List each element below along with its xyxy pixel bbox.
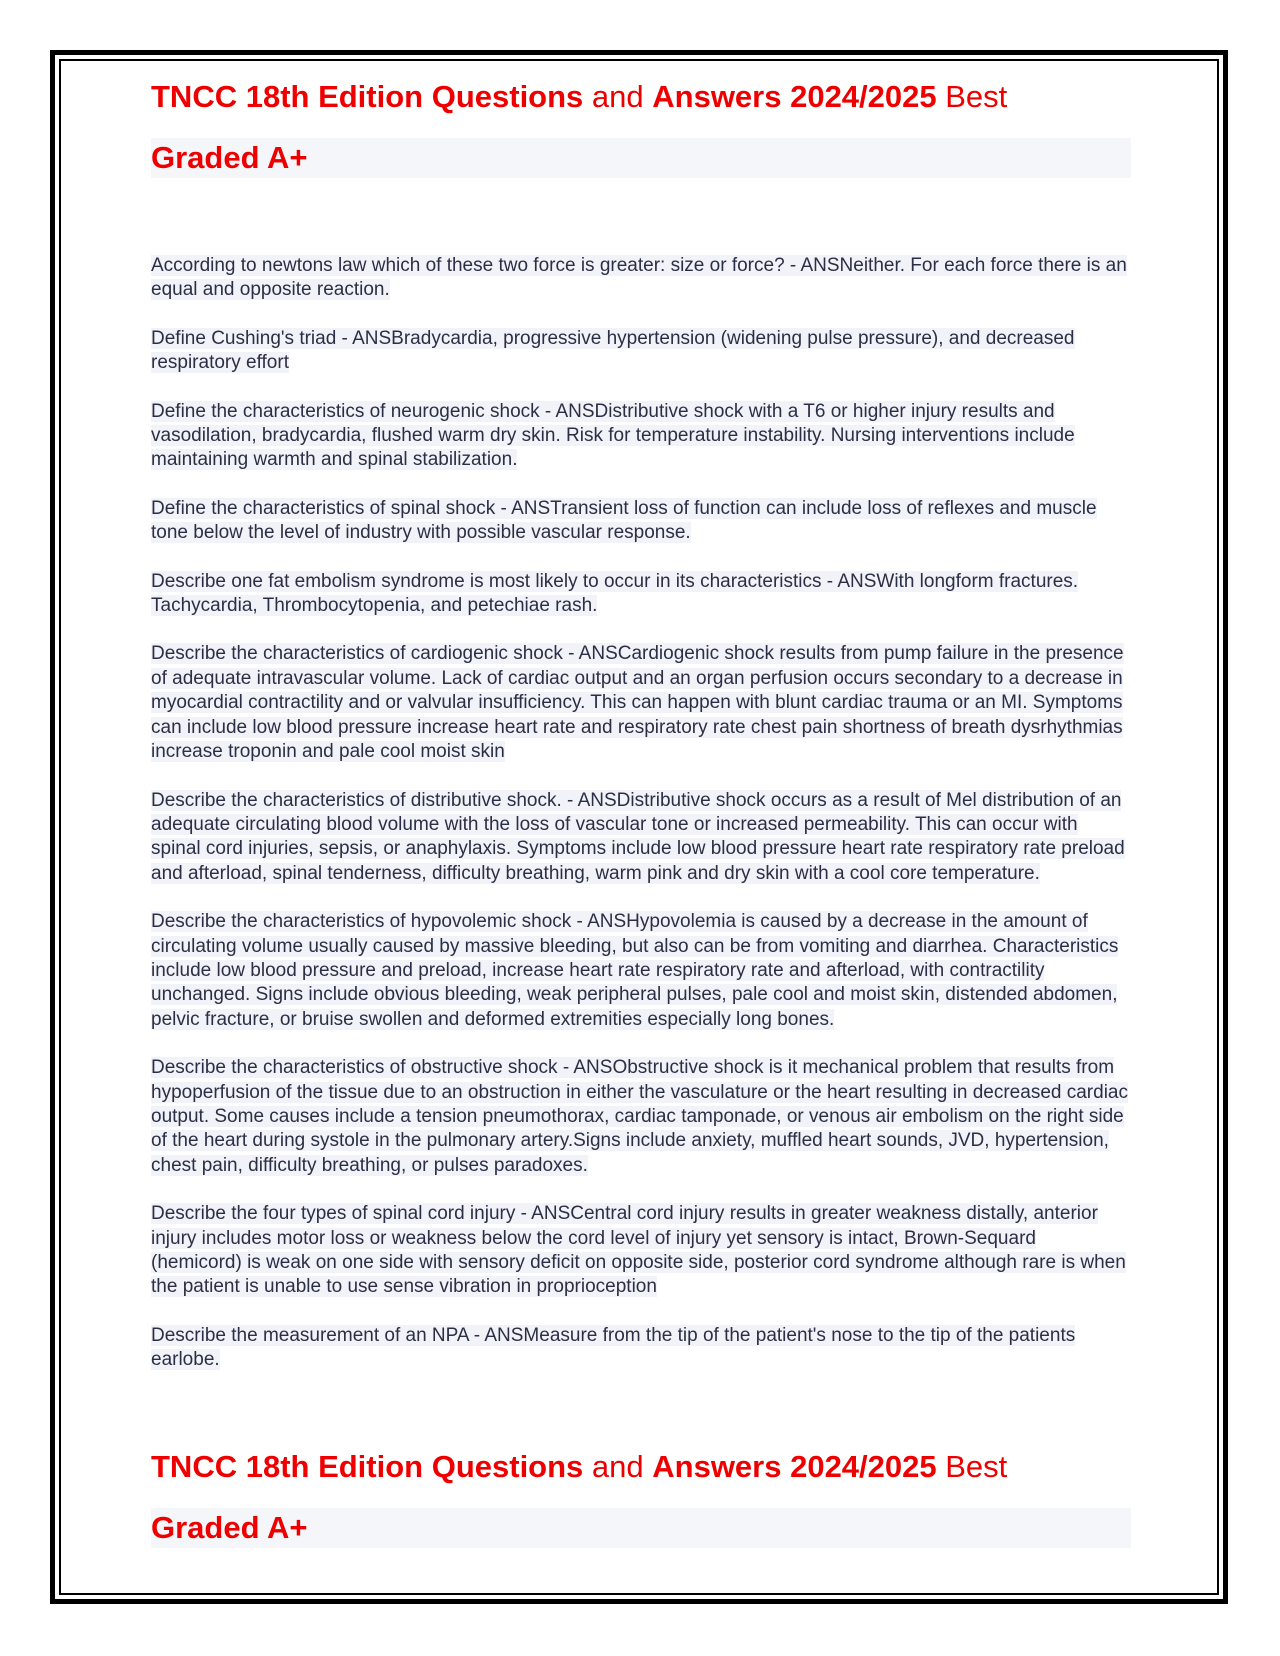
qa-text: Describe the characteristics of distributive shock. - ANSDistributive shock occurs as a result of Mel distribution of an adequate circulating blood volume with the loss of vascular tone or increased permeability. This can occur with spinal cord injuries, sepsis, or anaphylaxis. Symptoms include low blood pressure heart rate respiratory rate preload and afterload, spinal tenderness, difficulty breathing, warm pink and dry skin with a cool core temperature. bbox=[151, 789, 1125, 884]
qa-item bbox=[151, 254, 1131, 303]
title-line-2 bbox=[151, 138, 1131, 178]
qa-text: Describe the characteristics of cardiogenic shock - ANSCardiogenic shock results from pump failure in the presence of adequate intravascular volume. Lack of cardiac output and an organ perfusion occurs secondary to a decrease in myocardial contractility and or valvular insufficiency. This can happen with blunt cardiac trauma or an MI. Symptoms can include low blood pressure increase heart rate and respiratory rate chest pain shortness of breath dysrhythmias increase troponin and pale cool moist skin bbox=[151, 643, 1124, 763]
qa-text: Describe the measurement of an NPA - ANSMeasure from the tip of the patient's nose to the tip of the patients earlobe. bbox=[151, 1324, 1076, 1371]
qa-item bbox=[151, 910, 1131, 1032]
footer-title-block bbox=[151, 1444, 1131, 1548]
qa-item bbox=[151, 327, 1131, 376]
footer-plain-part-1: and bbox=[583, 1449, 653, 1484]
footer-bold-part-2: Answers 2024/2025 bbox=[652, 1449, 937, 1484]
qa-text: Describe the four types of spinal cord injury - ANSCentral cord injury results in greater weakness distally, anterior injury includes motor loss or weakness below the cord level of injury yet sensory is intact, Brown-Sequard (hemicord) is weak on one side with sensory deficit on opposite side, posterior cord syndrome although rare is when the patient is unable to use sense vibration in proprioception bbox=[151, 1203, 1126, 1298]
qa-text: Define the characteristics of neurogenic shock - ANSDistributive shock with a T6 or higher injury results and vasodilation, bradycardia, flushed warm dry skin. Risk for temperature instability. Nursing interventions include maintaining warmth and spinal stabilization. bbox=[151, 400, 1075, 471]
title-bold-part-1: TNCC 18th Edition Questions bbox=[151, 79, 584, 114]
footer-plain-part-2: Best bbox=[936, 1449, 1008, 1484]
qa-item bbox=[151, 1324, 1131, 1373]
qa-item bbox=[151, 789, 1131, 887]
qa-list bbox=[151, 254, 1131, 1373]
qa-item bbox=[151, 642, 1131, 764]
qa-item bbox=[151, 497, 1131, 546]
title-plain-part-2: Best bbox=[936, 79, 1008, 114]
title-grade: Graded A+ bbox=[151, 140, 308, 175]
qa-item bbox=[151, 570, 1131, 619]
title-plain-part-1: and bbox=[583, 79, 653, 114]
qa-text: Describe the characteristics of hypovolemic shock - ANSHypovolemia is caused by a decrease in the amount of circulating volume usually caused by massive bleeding, but also can be from vomiting and diarrhea. Characteristics include low blood pressure and preload, increase heart rate respiratory rate and afterload, with contractility unchanged. Signs include obvious bleeding, weak peripheral pulses, pale cool and moist skin, distended abdomen, pelvic fracture, or bruise swollen and deformed extremities especially long bones. bbox=[151, 911, 1119, 1030]
qa-item bbox=[151, 1202, 1131, 1300]
page-content bbox=[151, 74, 1131, 1397]
qa-text: Describe the characteristics of obstructive shock - ANSObstructive shock is it mechanical problem that results from hypoperfusion of the tissue due to an obstruction in either the vasculature or the heart resulting in decreased cardiac output. Some causes include a tension pneumothorax, cardiac tamponade, or venous air embolism on the right side of the heart during systole in the pulmonary artery.Signs include anxiety, muffled heart sounds, JVD, hypertension, chest pain, difficulty breathing, or pulses paradoxes. bbox=[151, 1057, 1128, 1176]
qa-text: Define Cushing's triad - ANSBradycardia, progressive hypertension (widening pulse pressure), and decreased respiratory effort bbox=[151, 327, 1075, 374]
qa-item bbox=[151, 1056, 1131, 1178]
qa-item bbox=[151, 400, 1131, 473]
footer-title-line-1 bbox=[151, 1444, 1131, 1508]
footer-grade: Graded A+ bbox=[151, 1510, 308, 1545]
qa-text: Describe one fat embolism syndrome is most likely to occur in its characteristics - ANSWith longform fractures. Tachycardia, Thrombocytopenia, and petechiae rash. bbox=[151, 570, 1079, 617]
page-title bbox=[151, 74, 1131, 178]
footer-title bbox=[151, 1444, 1131, 1548]
qa-text: Define the characteristics of spinal shock - ANSTransient loss of function can include loss of reflexes and muscle tone below the level of industry with possible vascular response. bbox=[151, 497, 1097, 544]
footer-bold-part-1: TNCC 18th Edition Questions bbox=[151, 1449, 584, 1484]
qa-text: According to newtons law which of these two force is greater: size or force? - ANSNeither. For each force there is an equal and opposite reaction. bbox=[151, 255, 1127, 301]
title-bold-part-2: Answers 2024/2025 bbox=[652, 79, 937, 114]
title-line-1 bbox=[151, 74, 1131, 138]
footer-title-line-2 bbox=[151, 1508, 1131, 1548]
